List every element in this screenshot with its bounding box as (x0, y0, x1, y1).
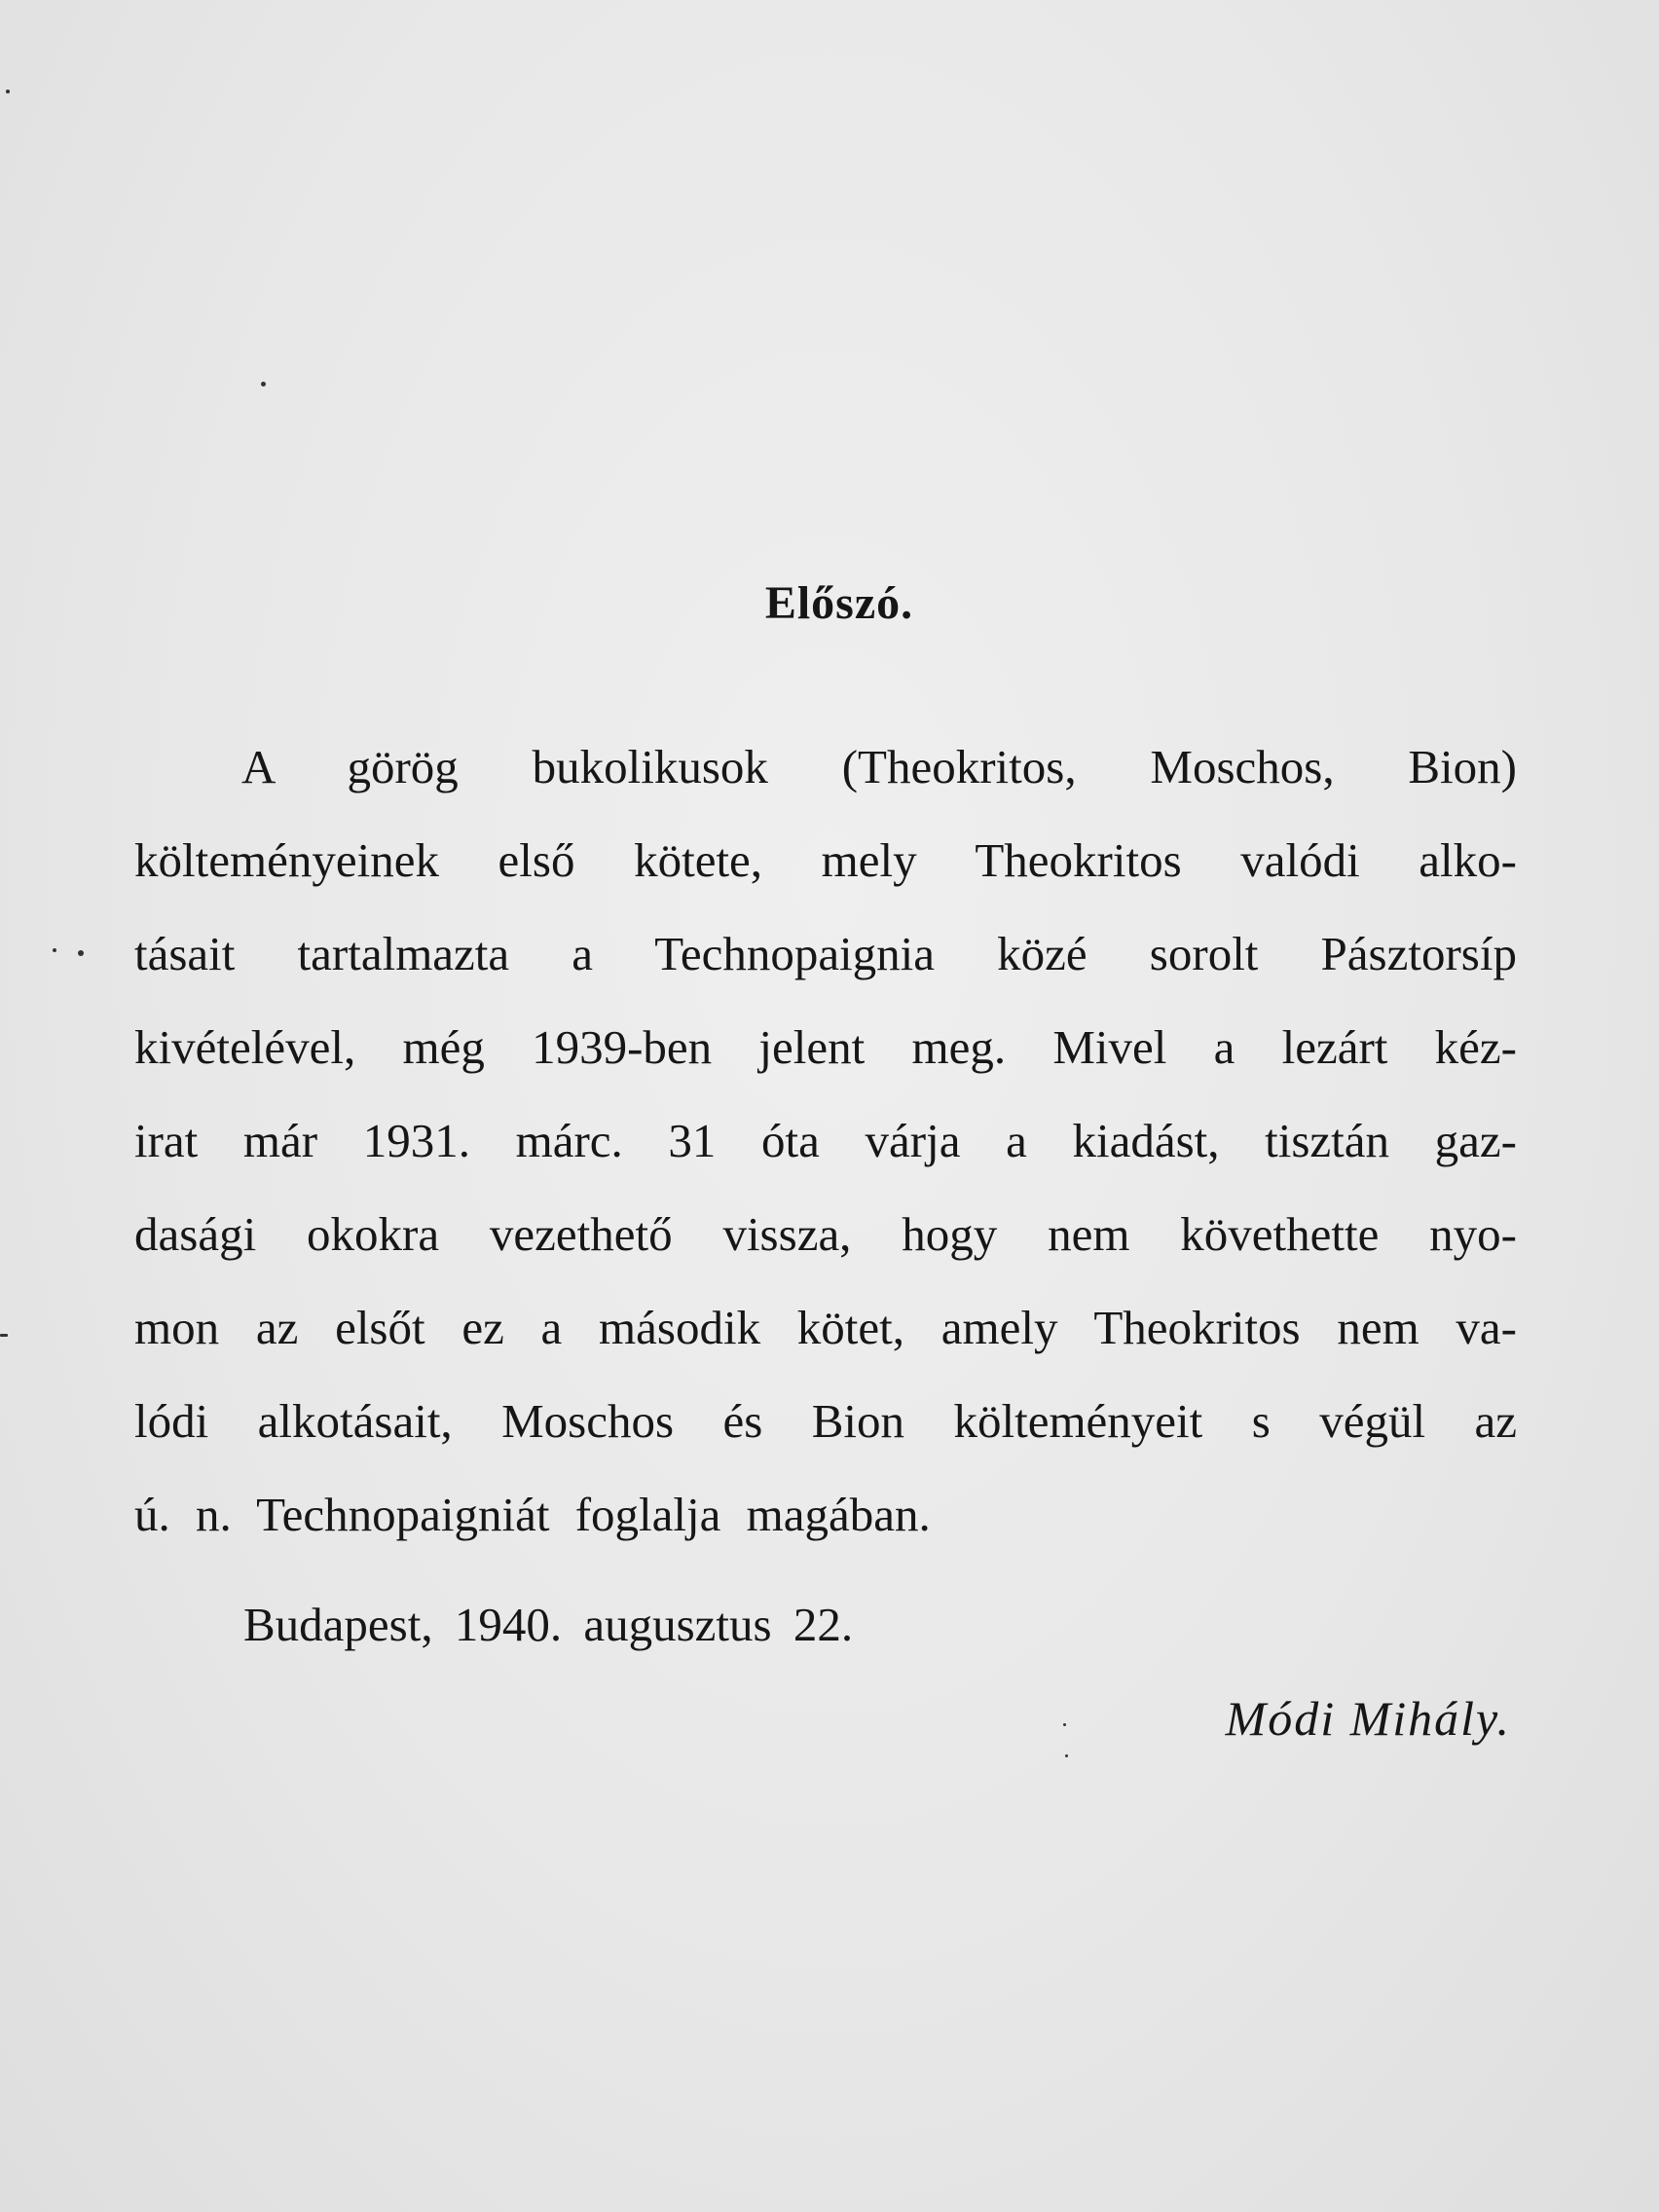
paragraph-line: költeményeinek első kötete, mely Theokritos valódi alko- (134, 833, 1517, 887)
paper-speck (53, 948, 56, 952)
paper-speck (6, 90, 10, 93)
paragraph-line: tásait tartalmazta a Technopaignia közé sorolt Pásztorsíp (134, 927, 1517, 980)
paper-speck (261, 382, 266, 387)
paragraph-line: irat már 1931. márc. 31 óta várja a kiadást, tisztán gaz- (134, 1114, 1517, 1167)
paper-speck (1065, 1754, 1068, 1757)
paragraph-line: lódi alkotásait, Moschos és Bion költeményeit s végül az (134, 1394, 1517, 1448)
paragraph-line: ú. n. Technopaigniát foglalja magában. (134, 1488, 931, 1541)
preface-paragraph (134, 720, 1517, 1562)
paragraph-line: dasági okokra vezethető vissza, hogy nem követhette nyo- (134, 1207, 1517, 1261)
paragraph-line: kivételével, még 1939-ben jelent meg. Mivel a lezárt kéz- (134, 1020, 1517, 1074)
author-signature: Módi Mihály. (1225, 1691, 1511, 1746)
paragraph-line: mon az elsőt ez a második kötet, amely Theokritos nem va- (134, 1301, 1517, 1354)
paragraph-line: A görög bukolikusok (Theokritos, Moschos, Bion) (241, 740, 1517, 793)
paper-speck (78, 950, 84, 956)
paper-speck (1063, 1723, 1066, 1726)
dateline: Budapest, 1940. augusztus 22. (243, 1598, 854, 1651)
page-title: Előszó. (764, 577, 914, 629)
paper-speck (0, 1334, 8, 1337)
